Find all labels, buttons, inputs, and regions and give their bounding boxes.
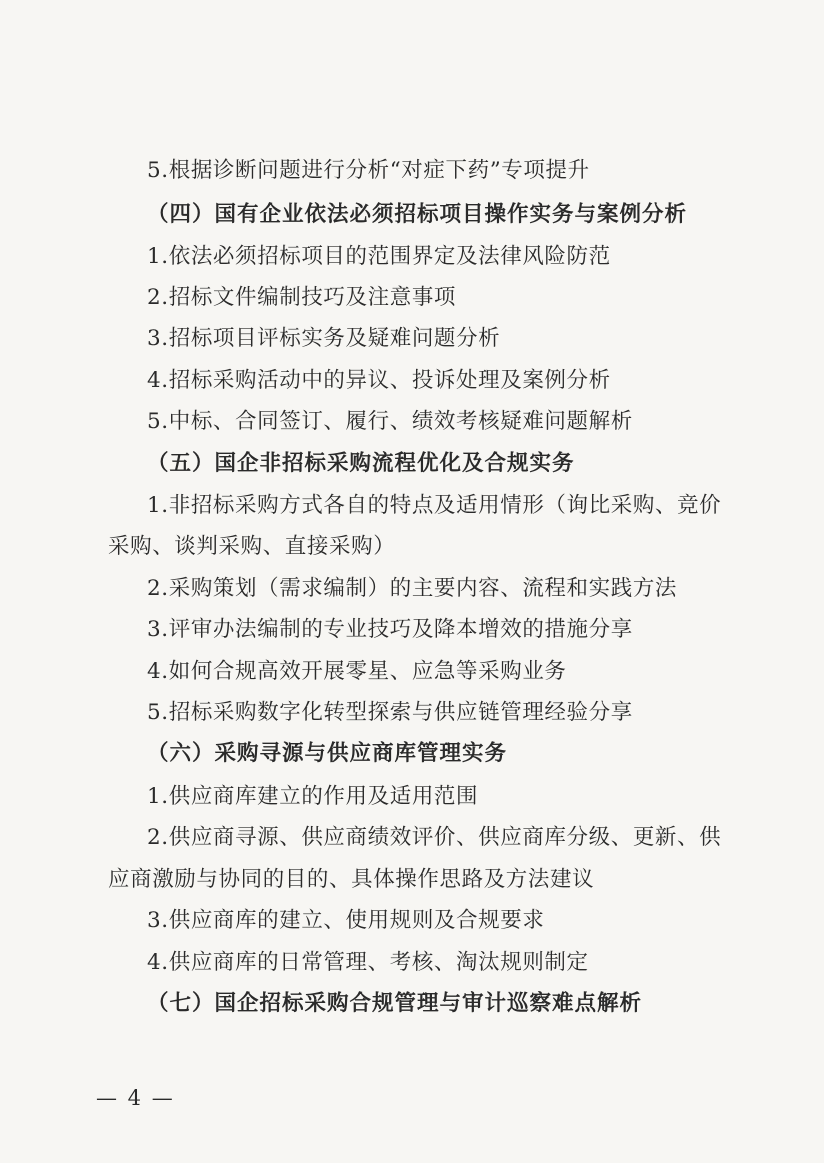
text-line: 1.非招标采购方式各自的特点及适用情形（询比采购、竞价 [147,493,722,518]
text-line: 5.中标、合同签订、履行、绩效考核疑难问题解析 [147,409,633,434]
text-line: 5.根据诊断问题进行分析“对症下药”专项提升 [147,158,590,183]
text-line: 4.供应商库的日常管理、考核、淘汰规则制定 [147,950,589,975]
text-line: 1.供应商库建立的作用及适用范围 [147,784,479,809]
section-heading: （六）采购寻源与供应商库管理实务 [147,741,508,766]
text-line: 4.如何合规高效开展零星、应急等采购业务 [147,659,567,684]
text-line: 2.采购策划（需求编制）的主要内容、流程和实践方法 [147,576,678,601]
text-line: 3.评审办法编制的专业技巧及降本增效的措施分享 [147,617,633,642]
section-heading: （七）国企招标采购合规管理与审计巡察难点解析 [147,991,643,1016]
section-heading: （五）国企非招标采购流程优化及合规实务 [147,451,575,476]
page-number: — 4 — [96,1086,175,1110]
text-line: 2.招标文件编制技巧及注意事项 [147,285,457,310]
text-line: 3.招标项目评标实务及疑难问题分析 [147,326,501,351]
text-line: 应商激励与协同的目的、具体操作思路及方法建议 [108,867,595,892]
section-heading: （四）国有企业依法必须招标项目操作实务与案例分析 [147,202,688,227]
text-line: 4.招标采购活动中的异议、投诉处理及案例分析 [147,368,611,393]
text-line: 1.依法必须招标项目的范围界定及法律风险防范 [147,244,611,269]
text-line: 采购、谈判采购、直接采购） [108,534,396,559]
text-line: 5.招标采购数字化转型探索与供应链管理经验分享 [147,700,633,725]
text-line: 2.供应商寻源、供应商绩效评价、供应商库分级、更新、供 [147,825,722,850]
text-line: 3.供应商库的建立、使用规则及合规要求 [147,908,545,933]
